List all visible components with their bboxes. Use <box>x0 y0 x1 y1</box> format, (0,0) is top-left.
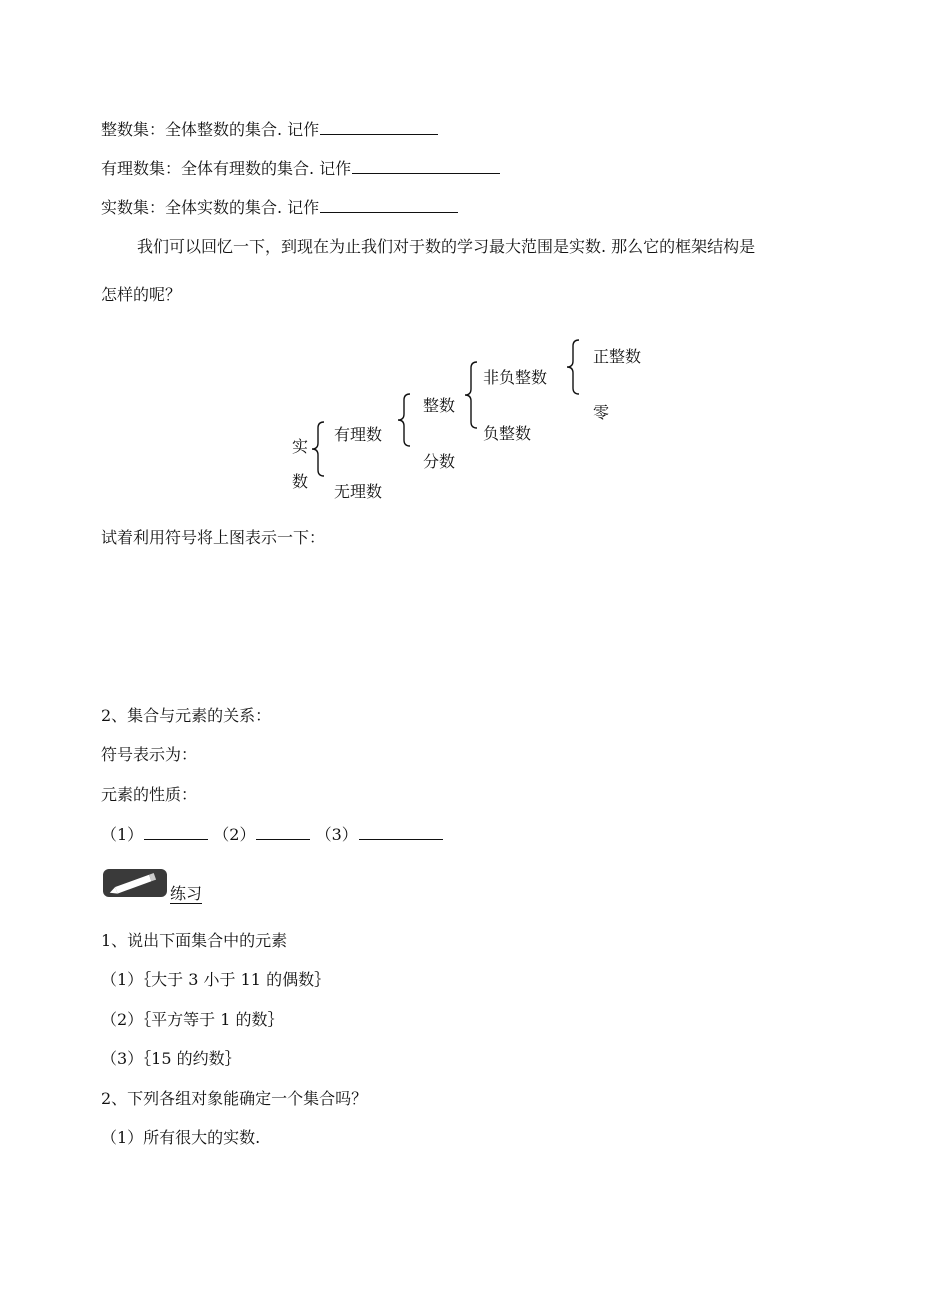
intro-line-2: 怎样的呢？ <box>101 285 182 304</box>
tree-pos-integer: 正整数 <box>593 347 642 366</box>
pencil-icon-graphic <box>103 869 167 897</box>
tree-zero: 零 <box>593 403 610 422</box>
practice-label-text: 练习 <box>170 884 203 903</box>
prop-1-label: （1） <box>101 825 144 844</box>
tree-root-char-1: 实 <box>292 437 309 456</box>
prop-2-label: （2） <box>213 825 256 844</box>
try-symbol-prompt: 试着利用符号将上图表示一下： <box>101 528 326 547</box>
tree-neg-integer: 负整数 <box>483 424 532 443</box>
practice-q1-item: （2）｛平方等于 1 的数｝ <box>101 1010 284 1029</box>
def-text: 整数集：全体整数的集合. 记作 <box>101 120 320 139</box>
tree-rational: 有理数 <box>334 425 383 444</box>
practice-q1: 1、说出下面集合中的元素 <box>101 931 288 950</box>
prop-1-blank[interactable] <box>144 823 208 840</box>
practice-label <box>170 883 202 905</box>
pencil-icon <box>103 869 167 897</box>
def-integer-set <box>101 118 438 141</box>
intro-line-1: 我们可以回忆一下，到现在为止我们对于数的学习最大范围是实数. 那么它的框架结构是 <box>137 237 756 256</box>
def-rational-set <box>101 157 500 180</box>
def-real-set <box>101 196 458 219</box>
section2-props-blanks <box>101 823 443 846</box>
section2-symbol: 符号表示为： <box>101 745 198 764</box>
brace-real <box>308 420 328 478</box>
prop-3-label: （3） <box>315 825 358 844</box>
answer-blank[interactable] <box>320 118 438 135</box>
tree-irrational: 无理数 <box>334 482 383 501</box>
answer-blank[interactable] <box>352 157 500 174</box>
tree-fraction: 分数 <box>423 452 456 471</box>
section2-props: 元素的性质： <box>101 785 198 804</box>
prop-2-blank[interactable] <box>256 823 310 840</box>
brace-integer <box>462 360 482 430</box>
def-text: 有理数集：全体有理数的集合. 记作 <box>101 159 352 178</box>
def-text: 实数集：全体实数的集合. 记作 <box>101 198 320 217</box>
answer-blank[interactable] <box>320 196 458 213</box>
practice-q2-item: （1）所有很大的实数. <box>101 1128 261 1147</box>
tree-integer: 整数 <box>423 396 456 415</box>
tree-nonneg-integer: 非负整数 <box>483 368 548 387</box>
practice-q2: 2、下列各组对象能确定一个集合吗？ <box>101 1089 368 1108</box>
practice-q1-item: （3）｛15 的约数｝ <box>101 1049 241 1068</box>
brace-nonneg <box>562 338 584 396</box>
brace-rational <box>395 392 415 448</box>
section2-title: 2、集合与元素的关系： <box>101 706 272 725</box>
prop-3-blank[interactable] <box>359 823 443 840</box>
practice-q1-item: （1）｛大于 3 小于 11 的偶数｝ <box>101 970 331 989</box>
tree-root-char-2: 数 <box>292 472 309 491</box>
